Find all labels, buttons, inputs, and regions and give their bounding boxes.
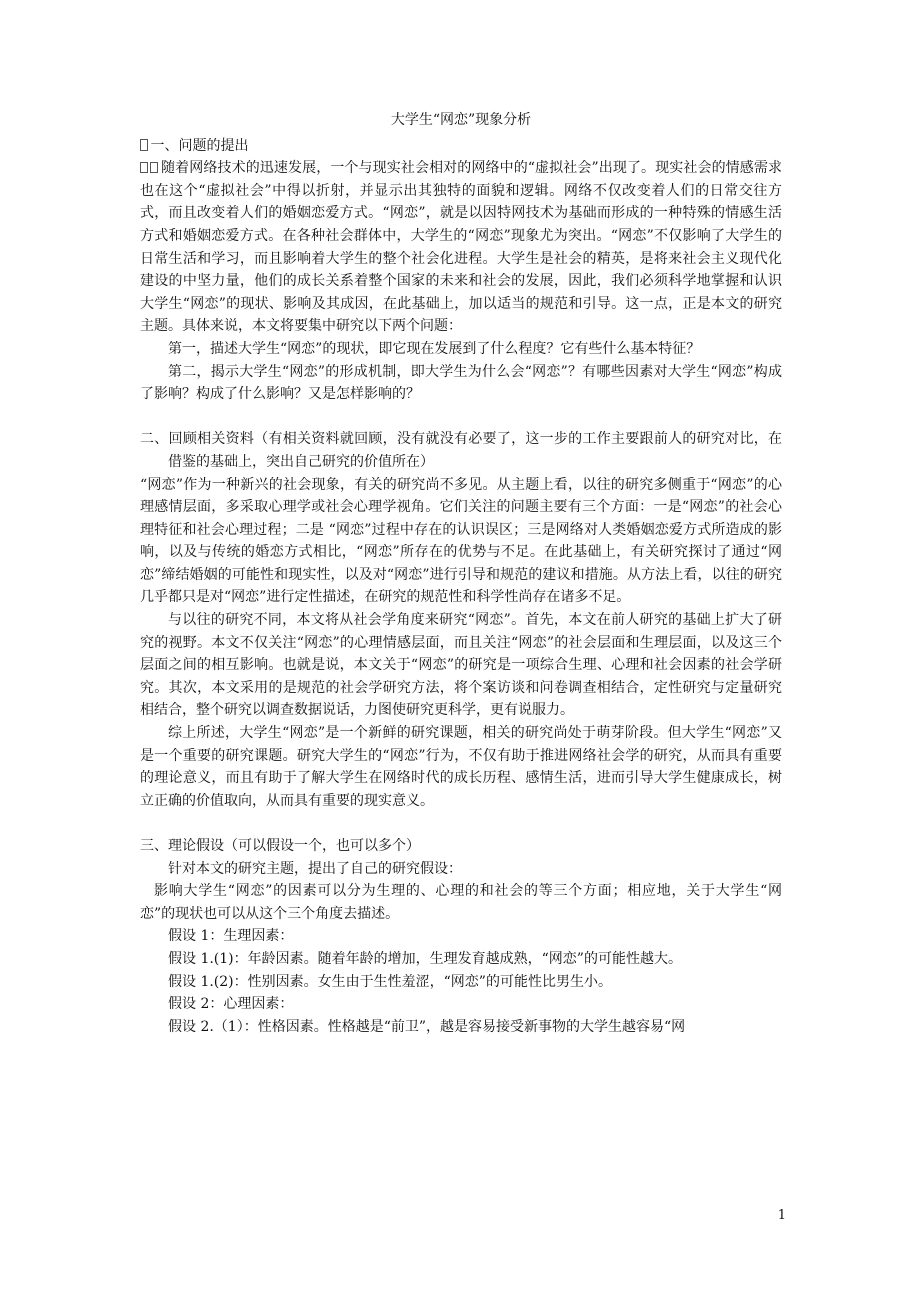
section3-paragraph-1: 针对本文的研究主题，提出了自己的研究假设： — [168, 860, 462, 877]
section2-paragraph-3: 综上所述，大学生“网恋”是一个新鲜的研究课题，相关的研究尚处于萌芽阶段。但大学生“网恋”又是一个重要的研究课题。研究大学生的“网恋”行为，不仅有助于推进网络社会学的研究，从而具有重要的理论意义，而且有助于了解大学生在网络时代的成长历程、感情生活，进而引导大学生健康成长，树立正确的价值取向，从而具有重要的现实意义。 — [140, 725, 782, 809]
hypothesis-1-1: 假设 1.(1)：年龄因素。随着年龄的增加，生理发育越成熟，“网恋”的可能性越大。 — [168, 950, 682, 967]
section1-paragraph-2: 第一，描述大学生“网恋”的现状，即它现在发展到了什么程度？它有些什么基本特征？ — [168, 340, 701, 357]
section2-heading: 二、回顾相关资料（有相关资料就回顾，没有就没有必要了，这一步的工作主要跟前人的研究对比，在借鉴的基础上，突出自己研究的价值所在） — [140, 431, 782, 470]
missing-glyph-icon — [150, 162, 158, 173]
hypothesis-2-1: 假设 2.（1）：性格因素。性格越是“前卫”，越是容易接受新事物的大学生越容易“网 — [168, 1018, 686, 1035]
section2-paragraph-2: 与以往的研究不同，本文将从社会学角度来研究“网恋”。首先，本文在前人研究的基础上扩大了研究的视野。本文不仅关注“网恋”的心理情感层面，而且关注“网恋”的社会层面和生理层面，以及这三个层面之间的相互影响。也就是说，本文关于“网恋”的研究是一项综合生理、心理和社会因素的社会学研究。其次，本文采用的是规范的社会学研究方法，将个案访谈和问卷调查相结合，定性研究与定量研究相结合，整个研究以调查数据说话，力图使研究更科学，更有说服力。 — [140, 612, 782, 719]
missing-glyph-icon — [140, 139, 148, 150]
section3-paragraph-2: 影响大学生“网恋”的因素可以分为生理的、心理的和社会的等三个方面；相应地，关于大学生“网恋”的现状也可以从这个三个角度去描述。 — [140, 883, 782, 922]
document-body — [140, 109, 782, 1038]
spacer — [140, 406, 782, 429]
section3-heading: 三、理论假设（可以假设一个，也可以多个） — [140, 838, 420, 854]
page-number: 1 — [777, 1208, 786, 1223]
section1-heading-text: 一、问题的提出 — [150, 137, 249, 154]
document-title: 大学生“网恋”现象分析 — [390, 112, 532, 128]
section1-paragraph-3: 第二，揭示大学生“网恋”的形成机制，即大学生为什么会“网恋”？有哪些因素对大学生“网恋”构成了影响？构成了什么影响？又是怎样影响的？ — [140, 363, 782, 403]
hypothesis-1-2: 假设 1.(2)：性别因素。女生由于生性羞涩，“网恋”的可能性比男生小。 — [168, 973, 612, 990]
section2-paragraph-1: “网恋”作为一种新兴的社会现象，有关的研究尚不多见。从主题上看，以往的研究多侧重于“网恋”的心理感情层面，多采取心理学或社会心理学视角。它们关注的问题主要有三个方面：一是“网恋”的社会心理特征和社会心理过程；二是 “网恋”过程中存在的认识误区；三是网络对人类婚姻恋爱方式所造成的影响，以及与传统的婚恋方式相比，“网恋”所存在的优势与不足。在此基础上，有关研究探讨了通过“网恋”缔结婚姻的可能性和现实性，以及对“网恋”进行引导和规范的建议和措施。从方法上看，以往的研究几乎都只是对“网恋”进行定性描述，在研究的规范性和科学性尚存在诸多不足。 — [140, 476, 782, 606]
spacer — [140, 812, 782, 835]
missing-glyph-icon — [140, 162, 148, 173]
hypothesis-2: 假设 2：心理因素： — [168, 996, 294, 1013]
section1-heading — [140, 135, 782, 158]
section1-paragraph-1-text: 随着网络技术的迅速发展，一个与现实社会相对的网络中的“虚拟社会”出现了。现实社会的情感需求也在这个“虚拟社会”中得以折射，并显示出其独特的面貌和逻辑。网络不仅改变着人们的日常交往方式，而且改变着人们的婚姻恋爱方式。“网恋”，就是以因特网技术为基础而形成的一种特殊的情感生活方式和婚姻恋爱方式。在各种社会群体中，大学生的“网恋”现象尤为突出。“网恋”不仅影响了大学生的日常生活和学习，而且影响着大学生的整个社会化进程。大学生是社会的精英，是将来社会主义现代化建设的中坚力量，他们的成长关系着整个国家的未来和社会的发展，因此，我们必须科学地掌握和认识大学生“网恋”的现状、影响及其成因，在此基础上，加以适当的规范和引导。这一点，正是本文的研究主题。具体来说，本文将要集中研究以下两个问题： — [140, 160, 782, 335]
hypothesis-1: 假设 1：生理因素： — [168, 928, 294, 945]
section1-paragraph-1 — [140, 157, 782, 338]
